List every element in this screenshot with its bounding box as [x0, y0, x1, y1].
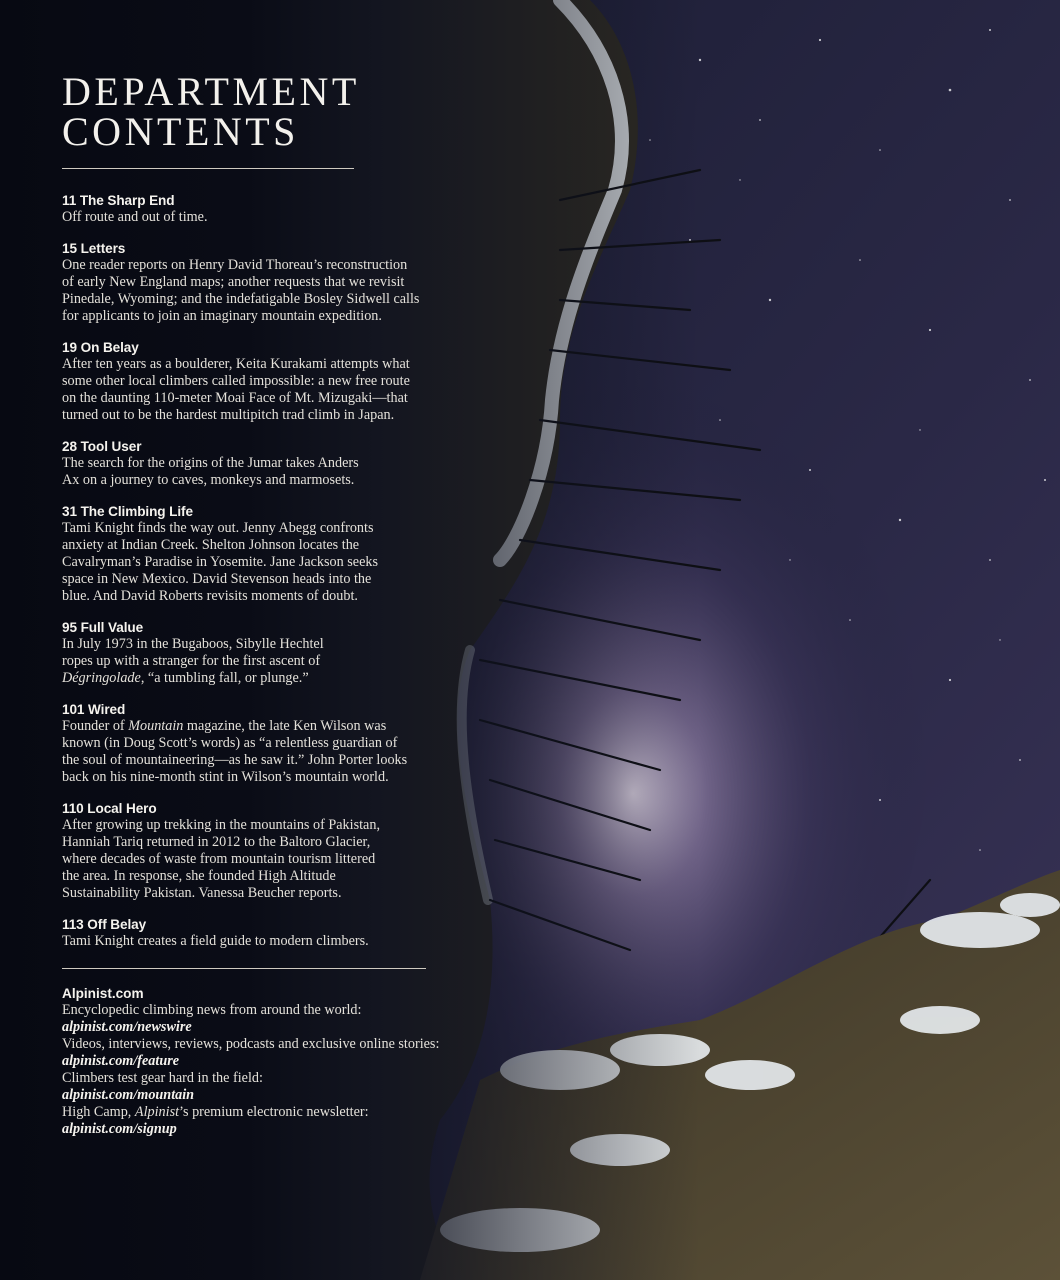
- website-section: [62, 985, 442, 1138]
- entry-heading: 11 The Sharp End: [62, 193, 175, 208]
- contents-entry: [62, 438, 442, 489]
- divider-top: [62, 168, 354, 169]
- contents-entry: [62, 339, 442, 424]
- entry-body: After ten years as a boulderer, Keita Kurakami attempts what some other local climbers called impossible: a new free route on the daunting 110-meter Moai Face of Mt. Mizugaki—that turned out to be the hardest multipitch trad climb in Japan.: [62, 356, 410, 423]
- entry-heading: 15 Letters: [62, 241, 126, 256]
- entry-heading: 31 The Climbing Life: [62, 504, 193, 519]
- website-item: Encyclopedic climbing news from around the world:: [62, 1002, 362, 1018]
- divider-bottom: [62, 968, 426, 969]
- website-item: High Camp, Alpinist’s premium electronic newsletter:: [62, 1104, 369, 1120]
- website-link-newswire[interactable]: alpinist.com/newswire: [62, 1019, 192, 1035]
- website-heading: Alpinist.com: [62, 986, 144, 1001]
- website-link-feature[interactable]: alpinist.com/feature: [62, 1053, 180, 1069]
- entry-body: Founder of Mountain magazine, the late Ken Wilson was known (in Doug Scott’s words) as “a relentless guardian of the soul of mountaineering—as he saw it.” John Porter looks back on his nine-month stint in Wilson’s mountain world.: [62, 718, 408, 785]
- entry-heading: 101 Wired: [62, 702, 126, 717]
- entry-body: Tami Knight finds the way out. Jenny Abegg confronts anxiety at Indian Creek. Shelton Johnson locates the Cavalryman’s Paradise in Yosemite. Jane Jackson seeks space in New Mexico. David Stevenson heads into the blue. And David Roberts revisits moments of doubt.: [62, 520, 379, 604]
- page-title-line-1: DEPARTMENT: [62, 69, 360, 114]
- contents-entry: [62, 800, 442, 902]
- contents-entry: [62, 503, 442, 605]
- website-item: Videos, interviews, reviews, podcasts and exclusive online stories:: [62, 1036, 440, 1052]
- department-contents: [62, 69, 442, 1138]
- website-link-signup[interactable]: alpinist.com/signup: [62, 1121, 177, 1137]
- contents-entry: [62, 916, 442, 950]
- website-link-mountain[interactable]: alpinist.com/mountain: [62, 1087, 195, 1103]
- entry-heading: 28 Tool User: [62, 439, 142, 454]
- contents-entry: [62, 240, 442, 325]
- entry-heading: 110 Local Hero: [62, 801, 157, 816]
- entry-body: The search for the origins of the Jumar takes Anders Ax on a journey to caves, monkeys and marmosets.: [62, 455, 359, 488]
- entry-heading: 19 On Belay: [62, 340, 139, 355]
- contents-entry: [62, 192, 442, 226]
- entry-body: Off route and out of time.: [62, 209, 208, 225]
- entry-body: In July 1973 in the Bugaboos, Sibylle Hechtel ropes up with a stranger for the first ascent of Dégringolade, “a tumbling fall, or plunge.”: [62, 636, 324, 686]
- entry-body: After growing up trekking in the mountains of Pakistan, Hanniah Tariq returned in 2012 to the Baltoro Glacier, where decades of waste from mountain tourism littered the area. In response, she founded High Altitude Sustainability Pakistan. Vanessa Beucher reports.: [62, 817, 380, 901]
- contents-entry: [62, 701, 442, 786]
- website-item: Climbers test gear hard in the field:: [62, 1070, 263, 1086]
- entry-body: Tami Knight creates a field guide to modern climbers.: [62, 933, 369, 949]
- contents-entry: [62, 619, 442, 687]
- entry-body: One reader reports on Henry David Thoreau’s reconstruction of early New England maps; another requests that we revisit Pinedale, Wyoming; and the indefatigable Bosley Sidwell calls for applicants to join an imaginary mountain expedition.: [62, 257, 420, 324]
- page-title-line-2: CONTENTS: [62, 109, 299, 154]
- entry-heading: 95 Full Value: [62, 620, 144, 635]
- page-title: [62, 69, 442, 154]
- entry-heading: 113 Off Belay: [62, 917, 147, 932]
